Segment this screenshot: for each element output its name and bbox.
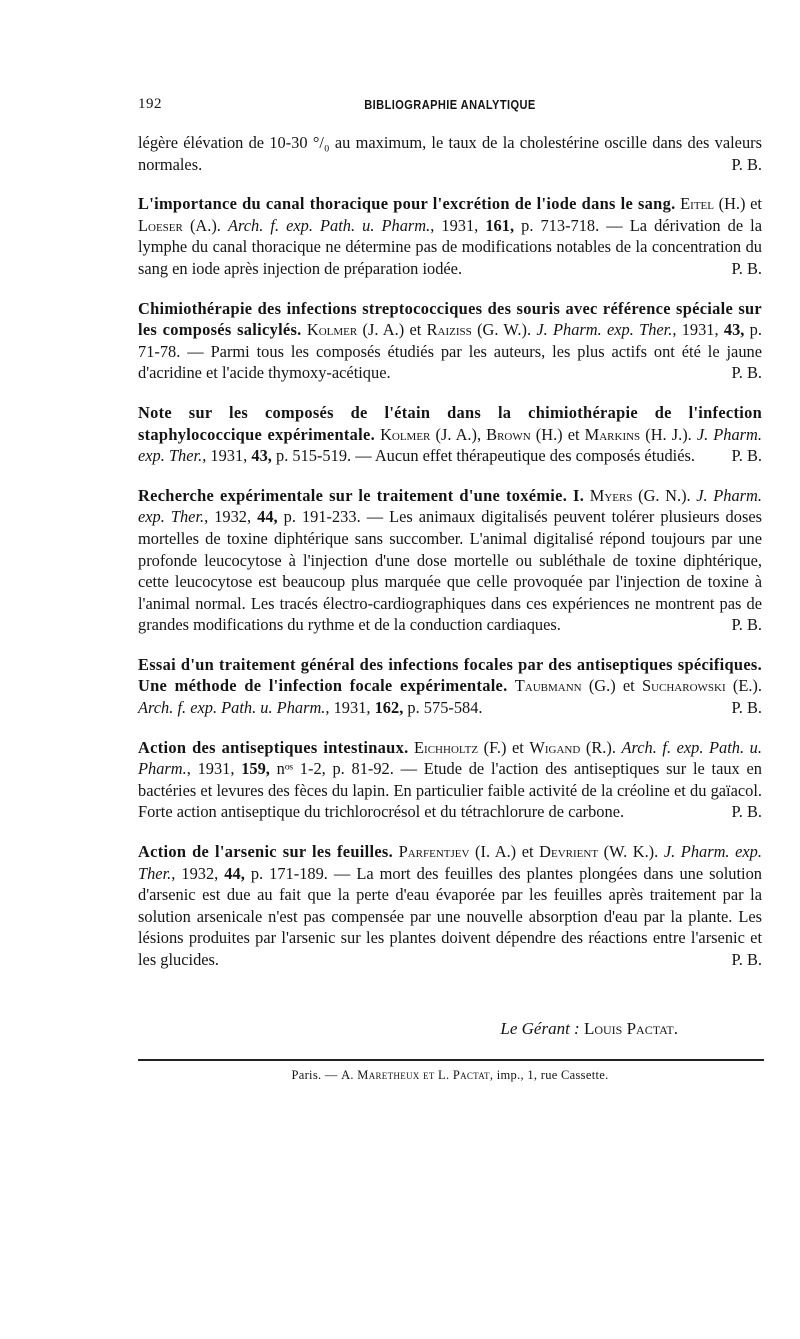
- author-name: Kolmer: [306, 320, 358, 340]
- page-range: p. 191-233.: [283, 507, 361, 527]
- publication-year: 1932,: [181, 863, 219, 883]
- abstract-text: — La dérivation de la lymphe du canal thoracique ne détermine pas de modifications notables de la concentration du sang en iode après injection de préparation iodée.: [138, 215, 762, 278]
- author-name: Brown: [486, 424, 531, 444]
- manager-line: [138, 1019, 762, 1039]
- publication-year: 1931,: [681, 320, 719, 340]
- author-connector: et: [512, 737, 524, 757]
- journal-page: [138, 96, 762, 1083]
- page-range: p. 71-78.: [138, 320, 762, 361]
- printer-dash: —: [324, 1067, 338, 1082]
- author-name: Raiziss: [426, 320, 472, 340]
- bibliography-entry: Note sur les composés de l'étain dans la chimiothérapie de l'infection staphylococcique expérimentale. Kolmer (J. A.), Brown (H.) et Markins (H. J.). J. Pharm. exp. Ther., 1931, 43, p. 515-519. — Aucun effet thérapeutique des composés étudiés. P. B.: [138, 402, 762, 466]
- bibliography-entry: Chimiothérapie des infections streptococciques des souris avec référence spéciale sur les composés salicylés. Kolmer (J. A.) et Raiziss (G. W.). J. Pharm. exp. Ther., 1931, 43, p. 71-78. — Parmi tous les composés étudiés par les auteurs, les plus actifs ont été le jaune d'acridine et l'acide thymoxy-acétique. P. B.: [138, 298, 762, 383]
- author-name: Taubmann: [514, 676, 582, 696]
- author-name: Wigand: [529, 737, 581, 757]
- journal-name: Arch. f. exp. Path. u. Pharm.: [138, 698, 326, 718]
- abstract-text: — Etude de l'action des antiseptiques sur le taux en bactéries et levures des fèces du lapin. En particulier faible activité de la créoline et du gaïacol. Forte action antiseptique du trichlorocrésol et du tétrachlorure de carbone.: [138, 759, 762, 822]
- publication-year: 1931,: [197, 759, 235, 779]
- running-title: BIBLIOGRAPHIE ANALYTIQUE: [364, 97, 536, 112]
- entry-title: Chimiothérapie des infections streptococciques des souris avec référence spéciale sur les composés salicylés.: [138, 298, 762, 340]
- abstract-text: — Les animaux digitalisés peuvent tolérer plusieurs doses mortelles de toxine diphtérique sans succomber. L'animal digitalisé répond toujours par une profonde leucocytose à l'injection d'une dose mortelle ou subléthale de toxine diphtérique, cette leucocytose est beaucoup plus marquée que celle provoquée par l'injection de toxine à l'animal normal. Les tracés électro-cardiographiques dans ces expériences ne montrent pas de grandes modifications du rythme et de la conduction cardiaques.: [138, 507, 762, 635]
- entry-title: L'importance du canal thoracique pour l'excrétion de l'iode dans le sang.: [138, 194, 676, 214]
- signature: P. B.: [731, 363, 762, 383]
- signature: P. B.: [731, 802, 762, 822]
- author-initials: (H. J.).: [645, 424, 692, 444]
- author-name: Eitel: [680, 194, 714, 214]
- volume-number: 162,: [374, 698, 404, 718]
- author-initials: (H.): [718, 194, 746, 214]
- author-connector: et: [750, 194, 762, 214]
- journal-name: J. Pharm. exp. Ther.: [138, 842, 762, 883]
- journal-name: J. Pharm. exp. Ther.: [138, 424, 762, 466]
- signature: P. B.: [731, 950, 762, 969]
- abstract-text: — Parmi tous les composés étudiés par les auteurs, les plus actifs ont été le jaune d'acridine et l'acide thymoxy-acétique.: [138, 341, 762, 383]
- author-connector: et: [622, 676, 635, 696]
- signature: P. B.: [731, 698, 762, 718]
- running-header: [138, 96, 762, 118]
- printer-imprint: [138, 1068, 762, 1083]
- page-range: p. 515-519.: [276, 446, 352, 466]
- author-initials: (A.).: [189, 215, 221, 235]
- page-range: p. 171-189.: [250, 863, 328, 883]
- publication-year: 1932,: [214, 507, 252, 527]
- bibliography-entry: L'importance du canal thoracique pour l'excrétion de l'iode dans le sang. Eitel (H.) et Loeser (A.). Arch. f. exp. Path. u. Pharm., 1931, 161, p. 713-718. — La dérivation de la lymphe du canal thoracique ne détermine pas de modifications notables de la concentration du sang en iode après injection de préparation iodée. P. B.: [138, 194, 762, 278]
- printer-names: A. Maretheux et L. Pactat,: [341, 1067, 494, 1082]
- signature: P. B.: [731, 446, 762, 466]
- volume-number: 43,: [723, 320, 745, 340]
- intro-text: légère élévation de 10-30 °/₀ au maximum, le taux de la cholestérine oscille dans des valeurs normales.: [138, 133, 762, 174]
- author-initials: (E.).: [732, 676, 762, 696]
- entry-title: Essai d'un traitement général des infections focales par des antiseptiques spécifiques. Une méthode de l'infection focale expérimentale.: [138, 654, 762, 696]
- volume-number: 44,: [224, 863, 245, 883]
- publication-year: 1931,: [333, 698, 371, 718]
- signature: P. B.: [731, 615, 762, 635]
- bibliography-entry: Action des antiseptiques intestinaux. Eichholtz (F.) et Wigand (R.). Arch. f. exp. Path. u. Pharm., 1931, 159, nᵒˢ 1-2, p. 81-92. — Etude de l'action des antiseptiques sur le taux en bactéries et levures des fèces du lapin. En particulier faible activité de la créoline et du gaïacol. Forte action antiseptique du trichlorocrésol et du tétrachlorure de carbone. P. B.: [138, 737, 762, 822]
- author-initials: (J. A.): [362, 320, 405, 340]
- bibliography-body: [138, 132, 762, 971]
- author-name: Markins: [584, 424, 641, 444]
- volume-number: 44,: [257, 507, 278, 527]
- signature: P. B.: [731, 154, 762, 174]
- printer-address: imp., 1, rue Cassette.: [496, 1067, 609, 1082]
- author-name: Sucharowski: [641, 676, 726, 696]
- page-number: 192: [138, 96, 162, 112]
- author-name: Devrient: [539, 842, 599, 862]
- signature: P. B.: [731, 258, 762, 278]
- author-initials: (G. W.).: [477, 320, 532, 340]
- author-initials: (J. A.),: [435, 424, 482, 444]
- author-name: Loeser: [138, 215, 183, 235]
- page-range: p. 575-584.: [407, 698, 483, 718]
- journal-name: J. Pharm. exp. Ther.: [138, 485, 762, 527]
- publication-year: 1931,: [441, 215, 479, 235]
- journal-name: Arch. f. exp. Path. u. Pharm.: [227, 215, 431, 235]
- author-initials: (R.).: [585, 737, 616, 757]
- author-name: Parfentjev: [398, 842, 470, 862]
- bibliography-entry: Action de l'arsenic sur les feuilles. Parfentjev (I. A.) et Devrient (W. K.). J. Pharm. exp. Ther., 1932, 44, p. 171-189. — La mort des feuilles des plantes plongées dans une solution d'arsenic est due au fait que la perte d'eau évaporée par les feuilles après traitement par la solution arsenicale n'est pas compensée par une nouvelle absorption d'eau par la plante. Les lésions produites par l'arsenic sur les plantes doivent dépendre des réactions entre l'arsenic et les glucides. P. B.: [138, 842, 762, 969]
- author-initials: (H.): [535, 424, 563, 444]
- author-initials: (G. N.).: [638, 485, 691, 505]
- author-connector: et: [409, 320, 422, 340]
- volume-number: 43,: [251, 446, 272, 466]
- entry-list: [138, 193, 762, 970]
- author-initials: (W. K.).: [603, 842, 659, 862]
- entry-title: Action de l'arsenic sur les feuilles.: [138, 842, 393, 862]
- author-initials: (G.): [588, 676, 616, 696]
- bibliography-entry: Essai d'un traitement général des infections focales par des antiseptiques spécifiques. Une méthode de l'infection focale expérimentale. Taubmann (G.) et Sucharowski (E.). Arch. f. exp. Path. u. Pharm., 1931, 162, p. 575-584. P. B.: [138, 654, 762, 718]
- entry-title: Recherche expérimentale sur le traitement d'une toxémie. I.: [138, 485, 585, 505]
- author-connector: et: [567, 424, 580, 444]
- journal-name: J. Pharm. exp. Ther.: [536, 320, 673, 340]
- intro-paragraph: [138, 132, 762, 175]
- manager-name: Louis Pactat.: [583, 1018, 678, 1038]
- manager-label: Le Gérant :: [500, 1018, 580, 1038]
- footer-rule: [138, 1059, 764, 1061]
- printer-city: Paris.: [291, 1067, 322, 1082]
- page-range: nᵒˢ 1-2, p. 81-92.: [276, 759, 394, 779]
- entry-title: Action des antiseptiques intestinaux.: [138, 737, 409, 757]
- author-name: Eichholtz: [414, 737, 479, 757]
- abstract-text: — Aucun effet thérapeutique des composés étudiés.: [355, 446, 695, 466]
- entry-title: Note sur les composés de l'étain dans la chimiothérapie de l'infection staphylococcique expérimentale.: [138, 402, 762, 444]
- publication-year: 1931,: [210, 446, 248, 466]
- volume-number: 159,: [241, 759, 270, 779]
- author-initials: (I. A.): [475, 842, 517, 862]
- author-name: Myers: [589, 485, 633, 505]
- page-range: p. 713-718.: [521, 215, 600, 235]
- volume-number: 161,: [485, 215, 515, 235]
- author-name: Kolmer: [380, 424, 431, 444]
- bibliography-entry: Recherche expérimentale sur le traitement d'une toxémie. I. Myers (G. N.). J. Pharm. exp. Ther., 1932, 44, p. 191-233. — Les animaux digitalisés peuvent tolérer plusieurs doses mortelles de toxine diphtérique sans succomber. L'animal digitalisé répond toujours par une profonde leucocytose à l'injection d'une dose mortelle ou subléthale de toxine diphtérique, cette leucocytose est beaucoup plus marquée que celle provoquée par l'injection de toxine à l'animal normal. Les tracés électro-cardiographiques dans ces expériences ne montrent pas de grandes modifications du rythme et de la conduction cardiaques. P. B.: [138, 485, 762, 635]
- abstract-text: — La mort des feuilles des plantes plongées dans une solution d'arsenic est due au fait que la perte d'eau évaporée par les feuilles après traitement par la solution arsenicale n'est pas compensée par une nouvelle absorption d'eau par la plante. Les lésions produites par l'arsenic sur les plantes doivent dépendre des réactions entre l'arsenic et les glucides.: [138, 863, 762, 969]
- journal-name: Arch. f. exp. Path. u. Pharm.: [138, 737, 762, 779]
- author-initials: (F.): [483, 737, 507, 757]
- author-connector: et: [521, 842, 534, 862]
